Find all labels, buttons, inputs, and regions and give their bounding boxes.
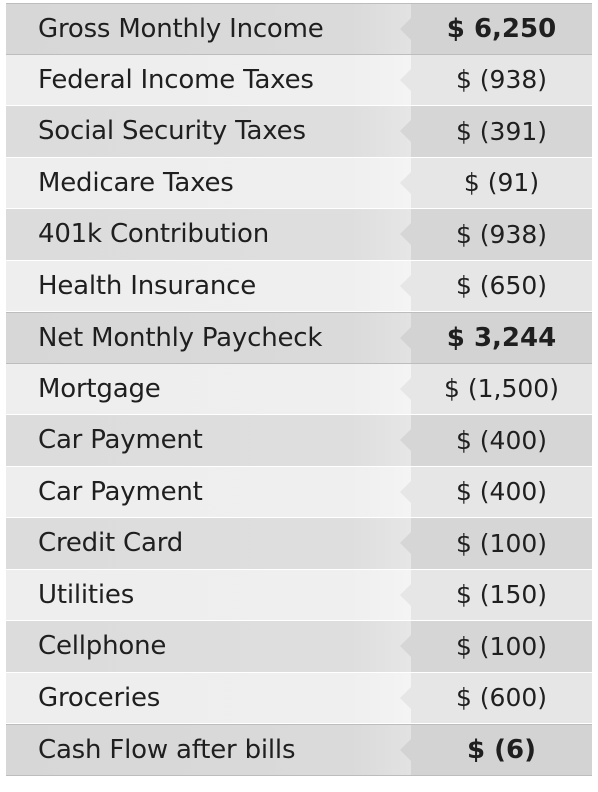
row-label: Car Payment — [6, 415, 411, 466]
table-row — [6, 673, 592, 725]
row-value: $ (400) — [411, 467, 592, 518]
row-label: Medicare Taxes — [6, 158, 411, 209]
table-row — [6, 518, 592, 570]
row-value: $ (1,500) — [411, 364, 592, 415]
row-value: $ (100) — [411, 621, 592, 672]
table-row — [6, 364, 592, 416]
row-label: Credit Card — [6, 518, 411, 569]
row-value: $ (938) — [411, 209, 592, 260]
budget-table — [6, 3, 592, 788]
row-label: Cash Flow after bills — [6, 725, 411, 775]
row-value: $ (91) — [411, 158, 592, 209]
row-arrow — [400, 532, 411, 554]
row-arrow — [400, 69, 411, 91]
row-value: $ (391) — [411, 106, 592, 157]
row-value: $ (938) — [411, 55, 592, 106]
row-arrow — [400, 584, 411, 606]
table-row — [6, 621, 592, 673]
table-row — [6, 106, 592, 158]
row-value: $ (6) — [411, 725, 592, 775]
table-row — [6, 261, 592, 313]
row-value: $ (100) — [411, 518, 592, 569]
row-label: Health Insurance — [6, 261, 411, 312]
row-arrow — [400, 635, 411, 657]
row-label: Utilities — [6, 570, 411, 621]
row-value: $ (600) — [411, 673, 592, 724]
row-label: Groceries — [6, 673, 411, 724]
row-arrow — [400, 739, 411, 761]
table-row — [6, 415, 592, 467]
row-label: Cellphone — [6, 621, 411, 672]
row-label: Mortgage — [6, 364, 411, 415]
row-arrow — [400, 687, 411, 709]
row-value: $ (150) — [411, 570, 592, 621]
row-arrow — [400, 275, 411, 297]
table-row — [6, 3, 592, 55]
table-row — [6, 467, 592, 519]
table-row — [6, 55, 592, 107]
row-value: $ 3,244 — [411, 313, 592, 363]
row-arrow — [400, 172, 411, 194]
table-row — [6, 158, 592, 210]
row-value: $ (650) — [411, 261, 592, 312]
row-label: Gross Monthly Income — [6, 4, 411, 54]
row-arrow — [400, 481, 411, 503]
row-value: $ 6,250 — [411, 4, 592, 54]
row-label: Car Payment — [6, 467, 411, 518]
row-label: 401k Contribution — [6, 209, 411, 260]
table-row — [6, 570, 592, 622]
table-row — [6, 724, 592, 776]
row-label: Net Monthly Paycheck — [6, 313, 411, 363]
table-row — [6, 312, 592, 364]
row-arrow — [400, 120, 411, 142]
table-row — [6, 209, 592, 261]
row-arrow — [400, 18, 411, 40]
row-arrow — [400, 429, 411, 451]
row-arrow — [400, 223, 411, 245]
row-label: Social Security Taxes — [6, 106, 411, 157]
row-arrow — [400, 378, 411, 400]
row-value: $ (400) — [411, 415, 592, 466]
row-label: Federal Income Taxes — [6, 55, 411, 106]
row-arrow — [400, 327, 411, 349]
